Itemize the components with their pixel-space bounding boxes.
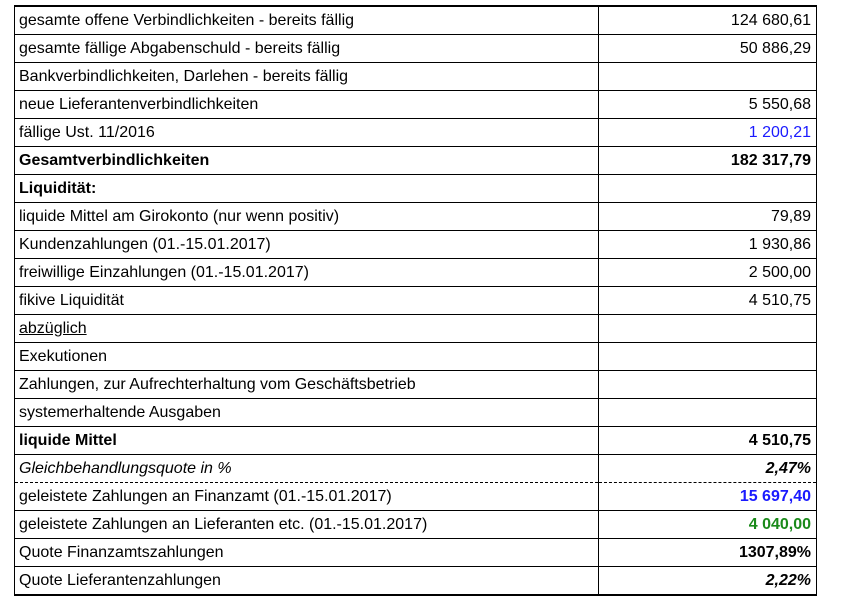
table-row [15, 287, 817, 315]
table-row [15, 119, 817, 147]
row-value: 1 930,86 [599, 231, 817, 259]
row-label: systemerhaltende Ausgaben [15, 399, 599, 427]
row-label: neue Lieferantenverbindlichkeiten [15, 91, 599, 119]
row-label: Exekutionen [15, 343, 599, 371]
row-value [599, 399, 817, 427]
row-label: geleistete Zahlungen an Lieferanten etc. (01.-15.01.2017) [15, 511, 599, 539]
table-row [15, 511, 817, 539]
total-row [15, 147, 817, 175]
row-label: Quote Finanzamtszahlungen [15, 539, 599, 567]
row-label: liquide Mittel am Girokonto (nur wenn positiv) [15, 203, 599, 231]
table-row [15, 231, 817, 259]
quota-row [15, 455, 817, 483]
row-label: Zahlungen, zur Aufrechterhaltung vom Geschäftsbetrieb [15, 371, 599, 399]
table-row [15, 483, 817, 511]
liquidity-table [14, 5, 817, 596]
row-label: fikive Liquidität [15, 287, 599, 315]
row-label: liquide Mittel [15, 427, 599, 455]
table-row [15, 567, 817, 596]
table-row [15, 203, 817, 231]
row-label-text: abzüglich [19, 320, 87, 337]
section-heading: Liquidität: [15, 175, 599, 203]
row-value: 50 886,29 [599, 35, 817, 63]
table-row [15, 343, 817, 371]
row-label: gesamte offene Verbindlichkeiten - bereits fällig [15, 6, 599, 35]
total-row [15, 427, 817, 455]
row-label [15, 315, 599, 343]
row-label: Bankverbindlichkeiten, Darlehen - bereits fällig [15, 63, 599, 91]
row-value: 124 680,61 [599, 6, 817, 35]
table-row [15, 6, 817, 35]
row-value [599, 343, 817, 371]
row-label: fällige Ust. 11/2016 [15, 119, 599, 147]
row-label: freiwillige Einzahlungen (01.-15.01.2017) [15, 259, 599, 287]
table-row [15, 399, 817, 427]
row-label: geleistete Zahlungen an Finanzamt (01.-15.01.2017) [15, 483, 599, 511]
row-label: Gleichbehandlungsquote in % [15, 455, 599, 483]
row-value [599, 371, 817, 399]
row-value: 4 040,00 [599, 511, 817, 539]
row-label: Kundenzahlungen (01.-15.01.2017) [15, 231, 599, 259]
table-row [15, 63, 817, 91]
row-value: 4 510,75 [599, 287, 817, 315]
table-row [15, 259, 817, 287]
section-heading-row [15, 175, 817, 203]
row-value: 2 500,00 [599, 259, 817, 287]
table-row [15, 539, 817, 567]
table-row [15, 371, 817, 399]
table-row [15, 91, 817, 119]
row-value [599, 315, 817, 343]
row-value: 2,22% [599, 567, 817, 596]
row-value: 79,89 [599, 203, 817, 231]
table-row [15, 315, 817, 343]
table-row [15, 35, 817, 63]
row-value [599, 175, 817, 203]
row-label: gesamte fällige Abgabenschuld - bereits fällig [15, 35, 599, 63]
row-value: 5 550,68 [599, 91, 817, 119]
row-value: 15 697,40 [599, 483, 817, 511]
row-label: Gesamtverbindlichkeiten [15, 147, 599, 175]
row-label: Quote Lieferantenzahlungen [15, 567, 599, 596]
row-value [599, 63, 817, 91]
row-value: 1 200,21 [599, 119, 817, 147]
row-value: 182 317,79 [599, 147, 817, 175]
row-value: 1307,89% [599, 539, 817, 567]
row-value: 2,47% [599, 455, 817, 483]
row-value: 4 510,75 [599, 427, 817, 455]
